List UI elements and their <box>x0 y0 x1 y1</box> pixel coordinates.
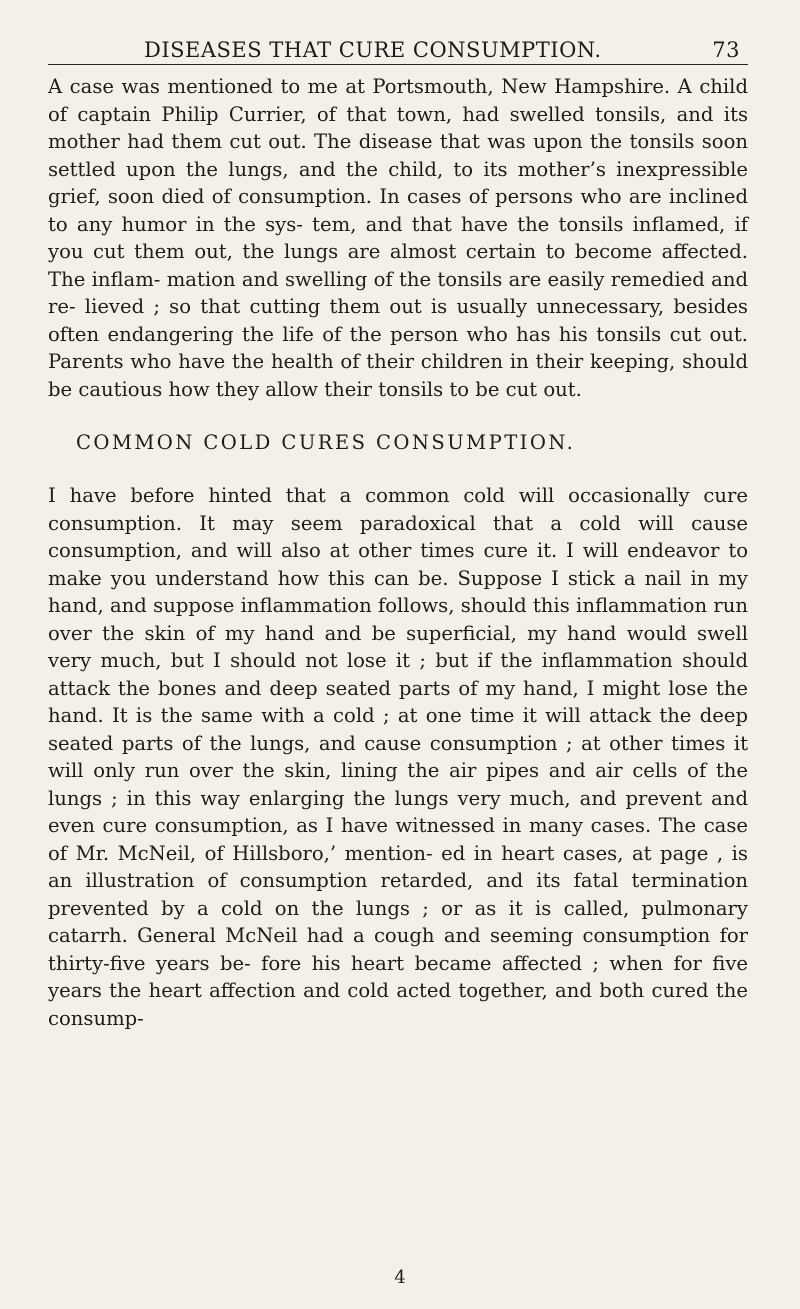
signature-mark: 4 <box>394 1267 406 1288</box>
running-title: DISEASES THAT CURE CONSUMPTION. <box>144 38 602 62</box>
paragraph-tonsils: A case was mentioned to me at Portsmouth, New Hampshire. A child of captain Philip Currier, of that town, had swelled tonsils, and its mother had them cut out. The disease that was upon the tonsils soon settled upon the lungs, and the child, to its mother’s inexpressible grief, soon died of consumption. In cases of persons who are inclined to any humor in the sys- tem, and that have the tonsils inflamed, if you cut them out, the lungs are almost certain to become affected. The inflam- mation and swelling of the tonsils are easily remedied and re- lieved ; so that cutting them out is usually unnecessary, besides often endangering the life of the person who has his tonsils cut out. Parents who have the health of their children in their keeping, should be cautious how they allow their tonsils to be cut out. <box>48 75 748 401</box>
paragraph-common-cold: I have before hinted that a common cold will occasionally cure consumption. It may seem paradoxical that a cold will cause consumption, and will also at other times cure it. I will endeavor to make you understand how this can be. Suppose I stick a nail in my hand, and suppose inflammation follows, should this inflammation run over the skin of my hand and be superficial, my hand would swell very much, but I should not lose it ; but if the inflammation should attack the bones and deep seated parts of my hand, I might lose the hand. It is the same with a cold ; at one time it will attack the deep seated parts of the lungs, and cause consumption ; at other times it will only run over the skin, lining the air pipes and air cells of the lungs ; in this way enlarging the lungs very much, and prevent and even cure consumption, as I have witnessed in many cases. The case of Mr. McNeil, of Hillsboro,’ mention- ed in heart cases, at page , is an illustration of consumption retarded, and its fatal termination prevented by a cold on the lungs ; or as it is called, pulmonary catarrh. General McNeil had a cough and seeming consumption for thirty-five years be- fore his heart became affected ; when for five years the heart affection and cold acted together, and both cured the consump- <box>48 484 748 1030</box>
header-rule <box>48 64 748 65</box>
page-number: 73 <box>712 38 740 62</box>
running-head <box>48 34 748 64</box>
section-heading: COMMON COLD CURES CONSUMPTION. <box>76 431 576 454</box>
